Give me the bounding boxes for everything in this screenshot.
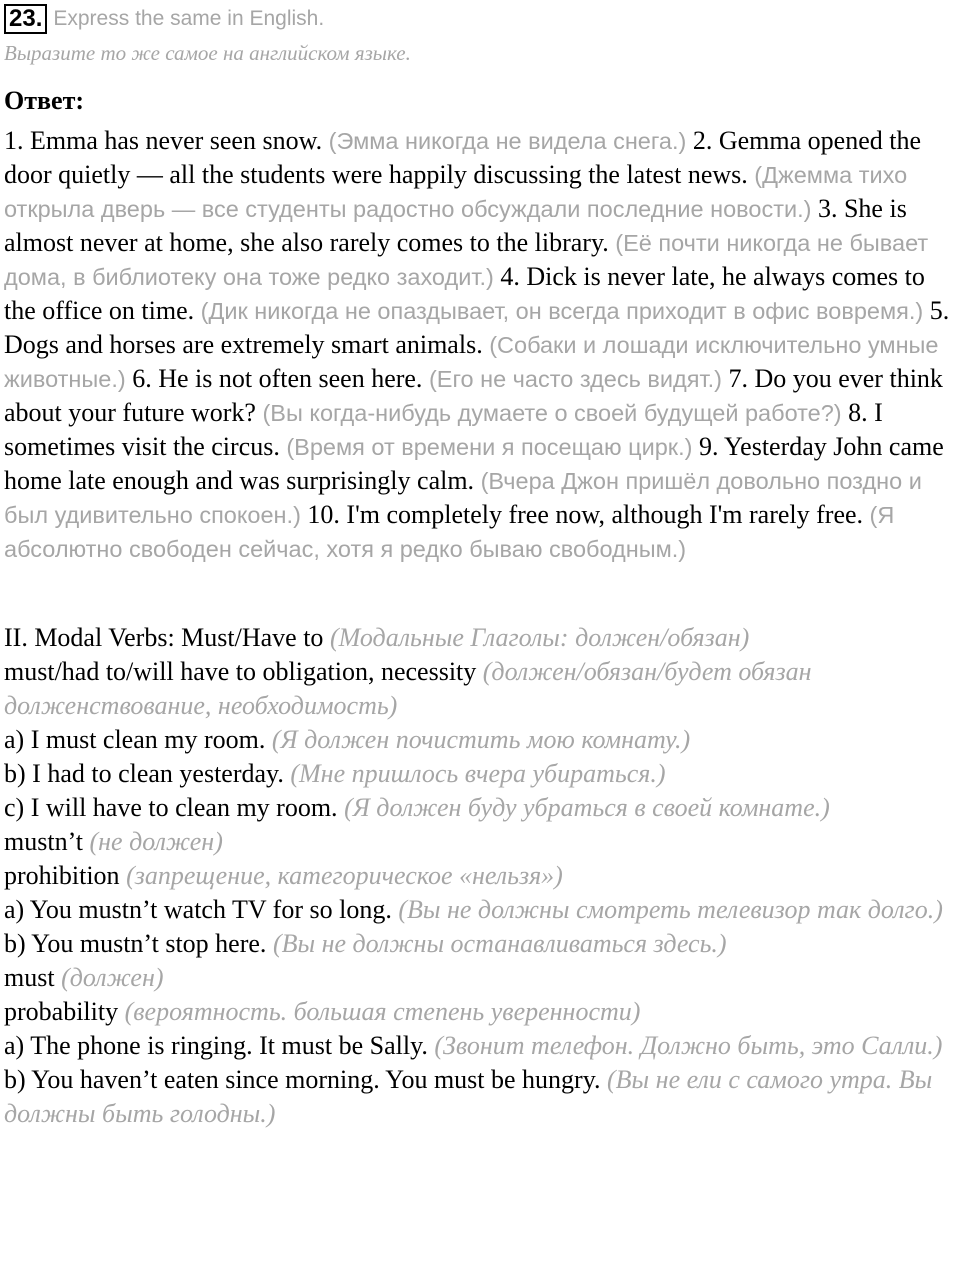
- modal-line-ru: (запрещение, категорическое «нельзя»): [126, 861, 563, 890]
- modal-line: [4, 893, 960, 927]
- modal-line-en: probability: [4, 997, 119, 1026]
- answer-item-en: 5. Dogs and horses are extremely smart animals.: [4, 296, 950, 359]
- answer-item-ru: (Её почти никогда не бывает дома, в библиотеку она тоже редко заходит.): [4, 230, 929, 290]
- answer-item-ru: (Эмма никогда не видела снега.): [328, 128, 687, 154]
- modal-line-ru: (Я должен почистить мою комнату.): [271, 725, 691, 754]
- task-header: [4, 4, 960, 38]
- answer-item-ru: (Собаки и лошади исключительно умные животные.): [4, 332, 939, 392]
- answer-item-en: 2. Gemma opened the door quietly — all the students were happily discussing the latest news.: [4, 126, 922, 189]
- modal-line: [4, 791, 960, 825]
- modal-line: [4, 927, 960, 961]
- modal-line: [4, 859, 960, 893]
- modal-line-en: prohibition: [4, 861, 120, 890]
- modal-line-ru: (должен/обязан/будет обязан долженствование, необходимость): [4, 657, 812, 720]
- modal-line-ru: (Вы не должны останавливаться здесь.): [272, 929, 727, 958]
- modal-line-en: b) I had to clean yesterday.: [4, 759, 284, 788]
- answer-item-en: 3. She is almost never at home, she also rarely comes to the library.: [4, 194, 907, 257]
- modal-line-ru: (Вы не ели с самого утра. Вы должны быть голодны.): [4, 1065, 933, 1128]
- answer-item-ru: (Вчера Джон пришёл довольно поздно и был удивительно спокоен.): [4, 468, 922, 528]
- modal-line-en: c) I will have to clean my room.: [4, 793, 338, 822]
- modal-line: [4, 825, 960, 859]
- modal-line-ru: (не должен): [89, 827, 223, 856]
- answer-item-en: 1. Emma has never seen snow.: [4, 126, 323, 155]
- modal-line-en: a) The phone is ringing. It must be Sally.: [4, 1031, 428, 1060]
- answer-item-en: 9. Yesterday John came home late enough and was surprisingly calm.: [4, 432, 944, 495]
- task-number: 23.: [4, 4, 47, 34]
- modal-line: [4, 621, 960, 655]
- modal-line: [4, 757, 960, 791]
- modal-verbs-section: [4, 621, 960, 1131]
- answer-item-en: 6. He is not often seen here.: [132, 364, 423, 393]
- answer-heading: Ответ:: [4, 86, 85, 115]
- modal-line-en: must: [4, 963, 55, 992]
- modal-line-en: a) I must clean my room.: [4, 725, 266, 754]
- modal-line-ru: (Я должен буду убраться в своей комнате.): [344, 793, 830, 822]
- modal-line: [4, 655, 960, 723]
- answer-item-en: 8. I sometimes visit the circus.: [4, 398, 883, 461]
- modal-line: [4, 723, 960, 757]
- modal-line-en: a) You mustn’t watch TV for so long.: [4, 895, 392, 924]
- task-title-ru: Выразите то же самое на английском языке.: [4, 41, 411, 65]
- answer-item-ru: (Его не часто здесь видят.): [428, 366, 722, 392]
- answer-item-ru: (Время от времени я посещаю цирк.): [286, 434, 693, 460]
- answer-item-en: 4. Dick is never late, he always comes to the office on time.: [4, 262, 925, 325]
- modal-line-ru: (Модальные Глаголы: должен/обязан): [329, 623, 750, 652]
- modal-line: [4, 995, 960, 1029]
- answer-item-ru: (Джемма тихо открыла дверь — все студенты радостно обсуждали последние новости.): [4, 162, 908, 222]
- answer-item-ru: (Я абсолютно свободен сейчас, хотя я редко бываю свободным.): [4, 502, 895, 562]
- modal-line: [4, 961, 960, 995]
- modal-line-ru: (вероятность. большая степень уверенности): [124, 997, 641, 1026]
- task-title-en: Express the same in English.: [53, 7, 325, 30]
- modal-line: [4, 1029, 960, 1063]
- modal-line-en: II. Modal Verbs: Must/Have to: [4, 623, 324, 652]
- page: [4, 4, 960, 1131]
- answer-item-ru: (Вы когда-нибудь думаете о своей будущей работе?): [262, 400, 842, 426]
- modal-line-en: b) You mustn’t stop here.: [4, 929, 267, 958]
- modal-line-ru: (должен): [61, 963, 164, 992]
- modal-line-ru: (Звонит телефон. Должно быть, это Салли.): [434, 1031, 943, 1060]
- modal-line-en: mustn’t: [4, 827, 83, 856]
- modal-line-ru: (Мне пришлось вчера убираться.): [290, 759, 666, 788]
- answer-paragraph: [4, 124, 960, 566]
- answer-item-ru: (Дик никогда не опаздывает, он всегда приходит в офис вовремя.): [200, 298, 924, 324]
- answer-item-en: 7. Do you ever think about your future work?: [4, 364, 943, 427]
- modal-line-ru: (Вы не должны смотреть телевизор так долго.): [398, 895, 943, 924]
- modal-line-en: must/had to/will have to obligation, necessity: [4, 657, 477, 686]
- modal-line: [4, 1063, 960, 1131]
- answer-item-en: 10. I'm completely free now, although I'm rarely free.: [307, 500, 864, 529]
- modal-line-en: b) You haven’t eaten since morning. You must be hungry.: [4, 1065, 601, 1094]
